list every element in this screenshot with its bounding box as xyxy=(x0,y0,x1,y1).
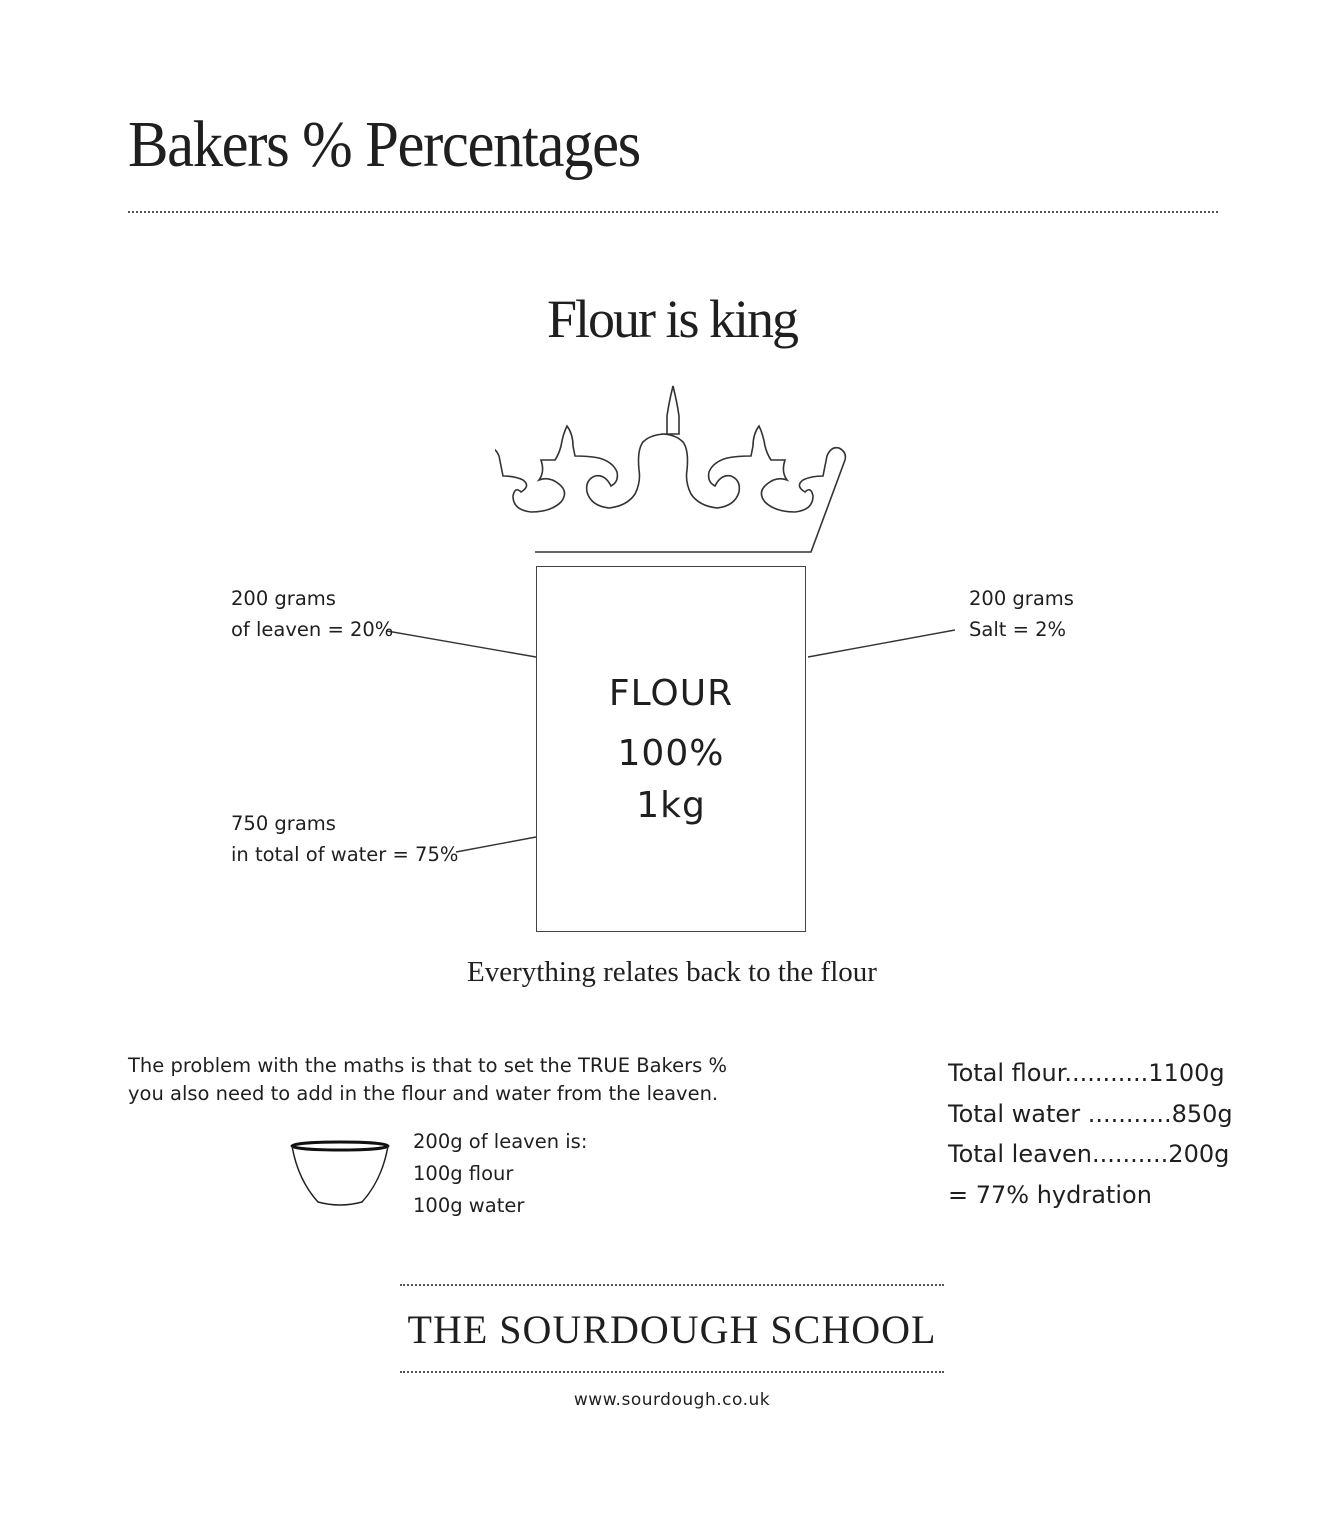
dot-leader: ........... xyxy=(1064,1059,1149,1087)
leaven-breakdown-line1: 200g of leaven is: xyxy=(413,1130,588,1153)
leaven-breakdown-line2: 100g flour xyxy=(413,1162,514,1185)
totals-list xyxy=(948,1053,1233,1215)
water-annotation-line1: 750 grams xyxy=(231,812,336,835)
water-annotation xyxy=(231,808,458,870)
water-annotation-line2: in total of water = 75% xyxy=(231,843,459,866)
hydration-result: = 77% hydration xyxy=(948,1180,1152,1209)
totals-row-water xyxy=(948,1094,1233,1135)
total-leaven-value: 200g xyxy=(1168,1140,1230,1168)
total-water-value: 850g xyxy=(1171,1099,1233,1128)
leaven-breakdown xyxy=(413,1126,587,1222)
total-flour-label: Total flour xyxy=(948,1059,1065,1087)
leaven-annotation-line2: of leaven = 20% xyxy=(231,618,394,641)
total-water-label: Total water xyxy=(948,1099,1081,1128)
dot-leader: ........... xyxy=(1080,1099,1172,1128)
salt-annotation-line1: 200 grams xyxy=(969,587,1074,610)
leaven-annotation xyxy=(231,583,393,645)
school-name: THE SOURDOUGH SCHOOL xyxy=(407,1307,937,1352)
flour-label: FLOUR xyxy=(608,673,734,714)
section-subtitle: Flour is king xyxy=(546,289,798,349)
leaven-annotation-line1: 200 grams xyxy=(231,587,336,610)
footer-divider-top xyxy=(400,1284,944,1286)
explanation-line1: The problem with the maths is that to set the TRUE Bakers % xyxy=(128,1054,728,1077)
flour-percent: 100% xyxy=(617,733,725,774)
explanation-text xyxy=(128,1052,727,1108)
flour-caption: Everything relates back to the flour xyxy=(467,956,877,988)
explanation-line2: you also need to add in the flour and water from the leaven. xyxy=(128,1082,719,1105)
salt-annotation xyxy=(969,583,1074,645)
totals-row-flour xyxy=(948,1053,1233,1094)
salt-annotation-line2: Salt = 2% xyxy=(969,618,1067,641)
page-title: Bakers % Percentages xyxy=(128,108,640,181)
bowl-icon xyxy=(290,1140,390,1210)
totals-row-leaven xyxy=(948,1134,1233,1175)
flour-weight: 1kg xyxy=(636,785,706,826)
dot-leader: .......... xyxy=(1092,1140,1169,1168)
website-link[interactable]: www.sourdough.co.uk xyxy=(573,1390,771,1410)
total-flour-value: 1100g xyxy=(1148,1059,1225,1087)
leaven-breakdown-line3: 100g water xyxy=(413,1194,525,1217)
total-leaven-label: Total leaven xyxy=(948,1140,1092,1168)
footer-divider-bottom xyxy=(400,1371,944,1373)
